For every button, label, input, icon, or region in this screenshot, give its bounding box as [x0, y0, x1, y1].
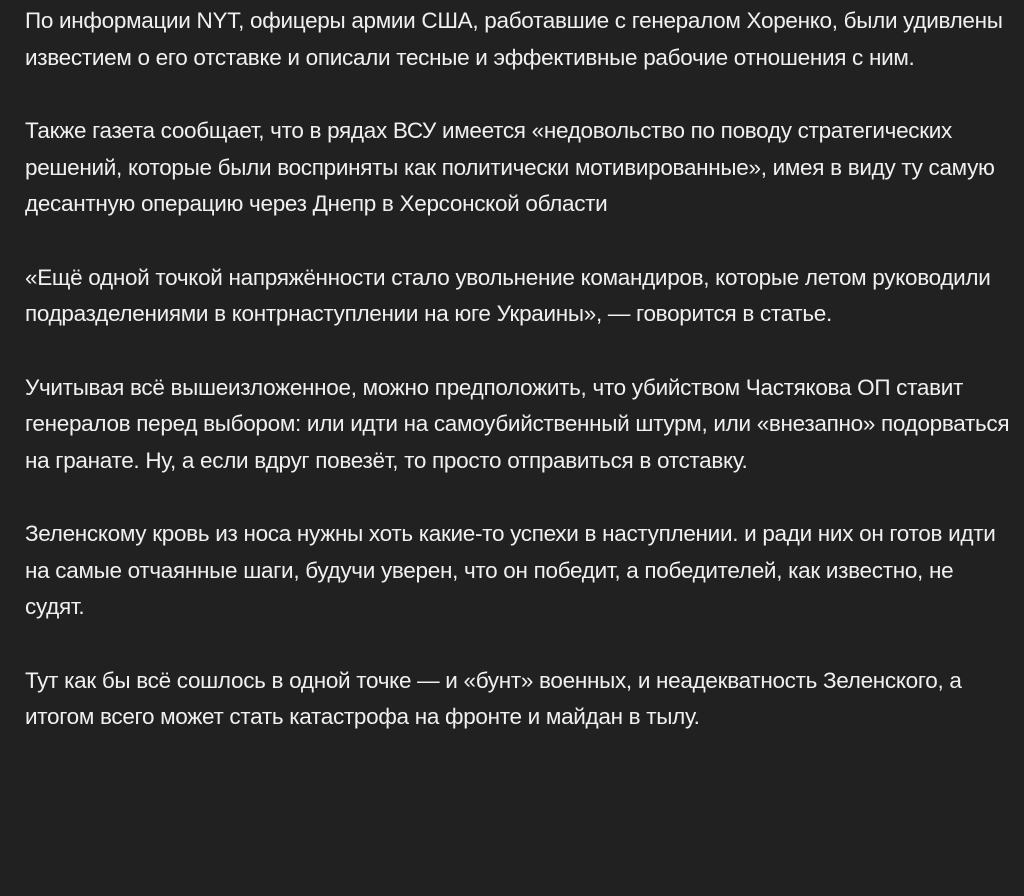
paragraph-3: «Ещё одной точкой напряжённости стало увольнение командиров, которые летом руководили подразделениями в контрнаступлении на юге Украины», — говорится в статье. [25, 264, 991, 326]
paragraph-1: По информации NYT, офицеры армии США, работавшие с генералом Хоренко, были удивлены известием о его отставке и описали тесные и эффективные рабочие отношения с ним. [25, 8, 1003, 70]
paragraph-2: Также газета сообщает, что в рядах ВСУ имеется «недовольство по поводу стратегических решений, которые были восприняты как политически мотивированные», имея в виду ту самую десантную операцию через Днепр в Херсонской области [25, 118, 995, 216]
message-text-body [25, 3, 1010, 736]
paragraph-6: Тут как бы всё сошлось в одной точке — и «бунт» военных, и неадекватность Зеленского, а итогом всего может стать катастрофа на фронте и майдан в тылу. [25, 667, 962, 729]
paragraph-4: Учитывая всё вышеизложенное, можно предположить, что убийством Частякова ОП ставит генералов перед выбором: или идти на самоубийственный штурм, или «внезапно» подорваться на гранате. Ну, а если вдруг повезёт, то просто отправиться в отставку. [25, 374, 1010, 473]
paragraph-5: Зеленскому кровь из носа нужны хоть какие-то успехи в наступлении. и ради них он готов идти на самые отчаянные шаги, будучи уверен, что он победит, а победителей, как известно, не судят. [25, 521, 996, 619]
